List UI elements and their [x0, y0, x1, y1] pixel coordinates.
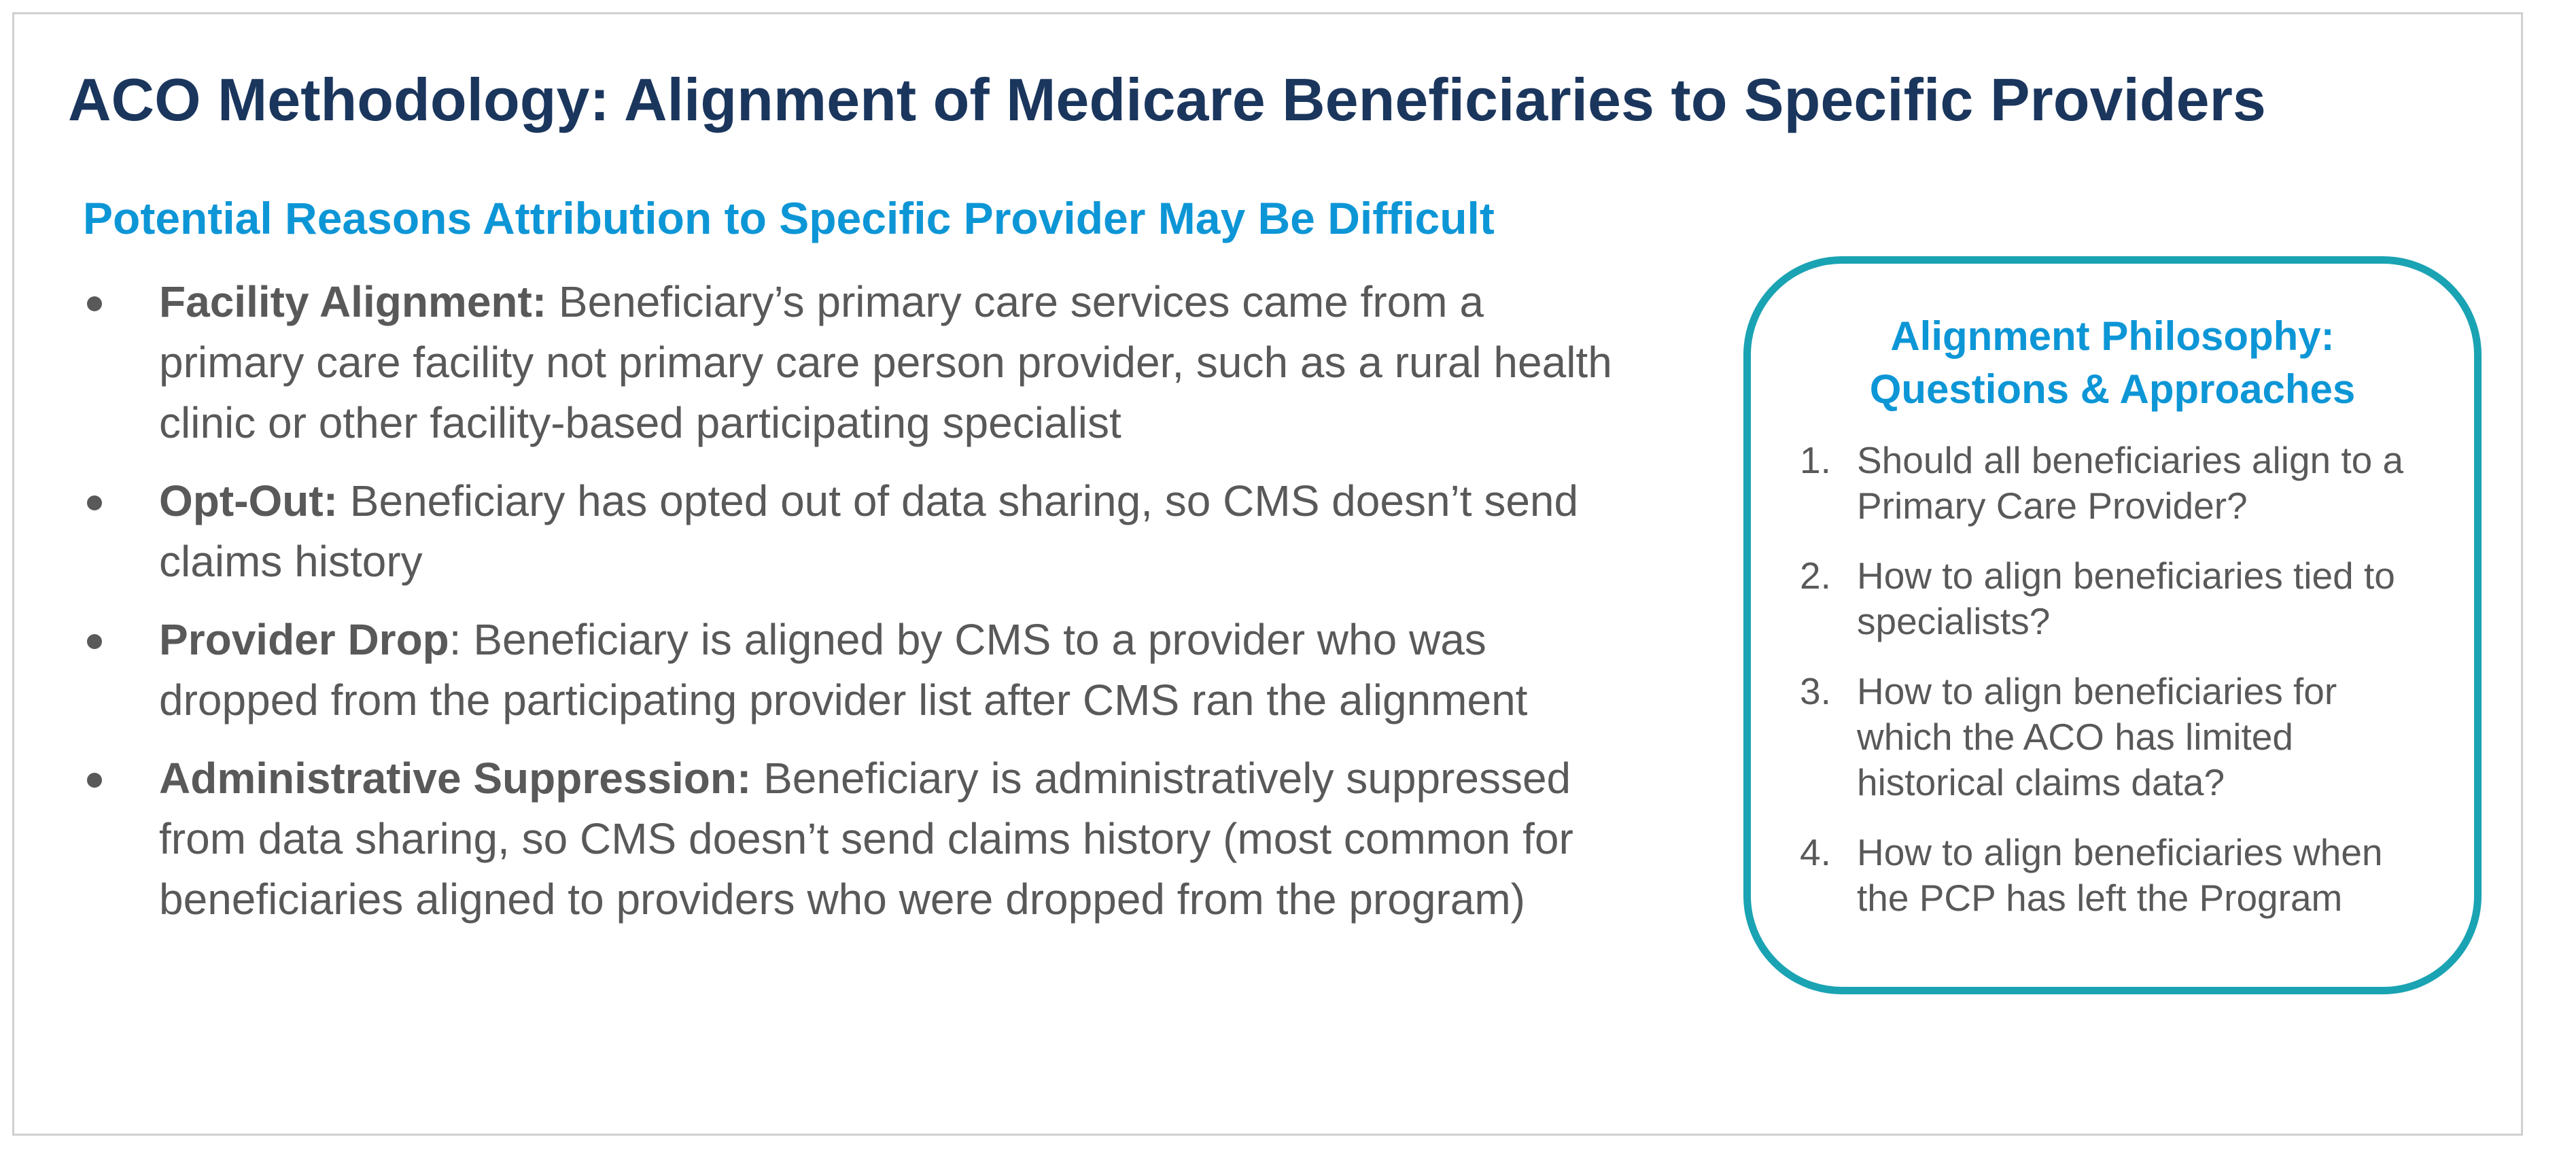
question-text: How to align beneficiaries for which the ACO has limited historical claims data?: [1857, 670, 2337, 803]
question-number: 4.: [1800, 831, 1831, 873]
reason-term: Provider Drop: [159, 615, 449, 664]
question-text: How to align beneficiaries tied to specialists?: [1857, 555, 2395, 642]
reason-text: Beneficiary’s primary care services came from a primary care facility not primary care person provider, such as a rural health clinic or other facility-based participating specialist: [159, 277, 1612, 447]
question-number: 2.: [1800, 555, 1831, 597]
question-text: How to align beneficiaries when the PCP has left the Program: [1857, 831, 2383, 919]
reason-text: : Beneficiary is aligned by CMS to a provider who was dropped from the participating provider list after CMS ran the alignment: [159, 615, 1528, 725]
reason-item-opt-out: [83, 471, 1619, 592]
reason-item-facility-alignment: [83, 272, 1619, 453]
question-text: Should all beneficiaries align to a Primary Care Provider?: [1857, 439, 2404, 527]
question-item: [1800, 830, 2432, 921]
reason-item-provider-drop: [83, 610, 1619, 731]
question-number: 3.: [1800, 670, 1831, 712]
question-number: 1.: [1800, 439, 1831, 481]
reasons-list: [83, 272, 1619, 947]
reasons-heading: Potential Reasons Attribution to Specific Provider May Be Difficult: [83, 193, 1495, 243]
bullet-icon: [87, 495, 102, 510]
bullet-icon: [87, 296, 102, 311]
slide-title: ACO Methodology: Alignment of Medicare Beneficiaries to Specific Providers: [68, 66, 2266, 133]
reason-item-administrative-suppression: [83, 748, 1619, 930]
question-item: [1800, 669, 2432, 805]
reason-term: Facility Alignment:: [159, 277, 547, 326]
philosophy-title-line-2: Questions & Approaches: [1869, 366, 2356, 412]
reason-text: Beneficiary is administratively suppressed from data sharing, so CMS doesn’t send claims history (most common for beneficiaries aligned to providers who were dropped from the program): [159, 754, 1573, 924]
question-item: [1800, 553, 2432, 644]
bullet-icon: [87, 634, 102, 649]
alignment-philosophy-box: [1743, 256, 2482, 994]
question-list: [1800, 438, 2432, 945]
reason-text: Beneficiary has opted out of data sharing, so CMS doesn’t send claims history: [159, 476, 1579, 586]
bullet-icon: [87, 773, 102, 788]
philosophy-title: [1751, 310, 2474, 416]
question-item: [1800, 438, 2432, 529]
philosophy-title-line-1: Alignment Philosophy:: [1890, 313, 2335, 359]
reason-term: Administrative Suppression:: [159, 754, 752, 803]
reason-term: Opt-Out:: [159, 476, 338, 525]
